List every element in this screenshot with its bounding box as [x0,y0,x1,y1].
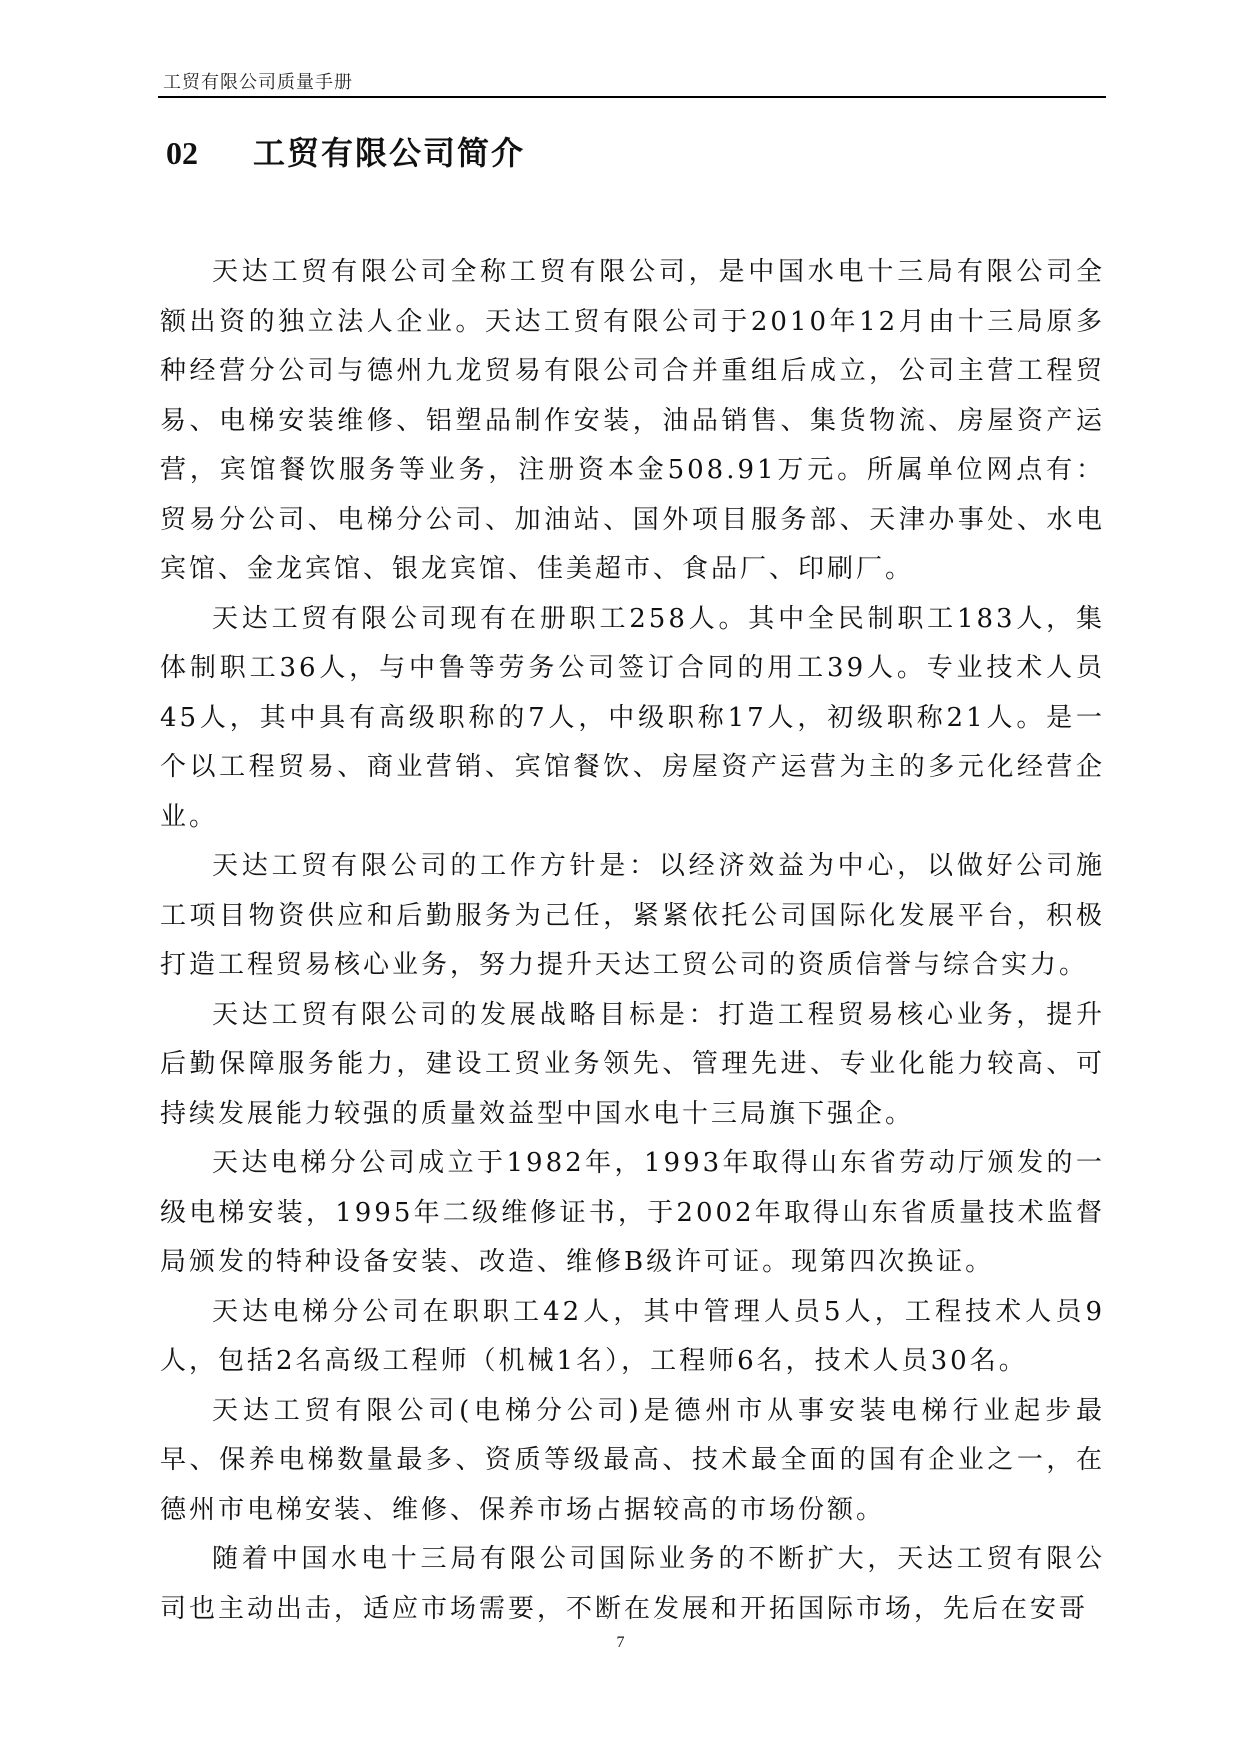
section-title: 工贸有限公司简介 [253,134,526,172]
page-number: 7 [616,1634,625,1651]
paragraph-strategy: 天达工贸有限公司的发展战略目标是：打造工程贸易核心业务，提升后勤保障服务能力，建设工贸业务领先、管理先进、专业化能力较高、可持续发展能力较强的质量效益型中国水电十三局旗下强企。 [160,999,1105,1129]
running-header: 工贸有限公司质量手册 [163,72,353,93]
section-heading [166,128,525,174]
paragraph-staff: 天达工贸有限公司现有在册职工258人。其中全民制职工183人，集体制职工36人，与中鲁等劳务公司签订合同的用工39人。专业技术人员45人，其中具有高级职称的7人，中级职称17人，初级职称21人。是一个以工程贸易、商业营销、宾馆餐饮、房屋资产运营为主的多元化经营企业。 [160,603,1105,832]
header-rule [158,96,1106,98]
paragraph-market-position: 天达工贸有限公司(电梯分公司)是德州市从事安装电梯行业起步最早、保养电梯数量最多、资质等级最高、技术最全面的国有企业之一，在德州市电梯安装、维修、保养市场占据较高的市场份额。 [160,1395,1105,1525]
paragraph-elevator-history: 天达电梯分公司成立于1982年，1993年取得山东省劳动厅颁发的一级电梯安装，1995年二级维修证书，于2002年取得山东省质量技术监督局颁发的特种设备安装、改造、维修B级许可证。现第四次换证。 [160,1148,1105,1277]
paragraph-international: 随着中国水电十三局有限公司国际业务的不断扩大，天达工贸有限公司也主动出击，适应市场需要，不断在发展和开拓国际市场，先后在安哥 [160,1544,1105,1624]
paragraph-policy: 天达工贸有限公司的工作方针是：以经济效益为中心，以做好公司施工项目物资供应和后勤服务为己任，紧紧依托公司国际化发展平台，积极打造工程贸易核心业务，努力提升天达工贸公司的资质信誉与综合实力。 [160,851,1105,980]
paragraph-overview: 天达工贸有限公司全称工贸有限公司，是中国水电十三局有限公司全额出资的独立法人企业。天达工贸有限公司于2010年12月由十三局原多种经营分公司与德州九龙贸易有限公司合并重组后成立，公司主营工程贸易、电梯安装维修、铝塑品制作安装，油品销售、集货物流、房屋资产运营，宾馆餐饮服务等业务，注册资本金508.91万元。所属单位网点有：贸易分公司、电梯分公司、加油站、国外项目服务部、天津办事处、水电宾馆、金龙宾馆、银龙宾馆、佳美超市、食品厂、印刷厂。 [160,257,1105,584]
body-text [160,248,1105,1634]
section-number: 02 [166,135,198,171]
paragraph-elevator-staff: 天达电梯分公司在职职工42人，其中管理人员5人，工程技术人员9人，包括2名高级工程师（机械1名），工程师6名，技术人员30名。 [160,1296,1105,1376]
